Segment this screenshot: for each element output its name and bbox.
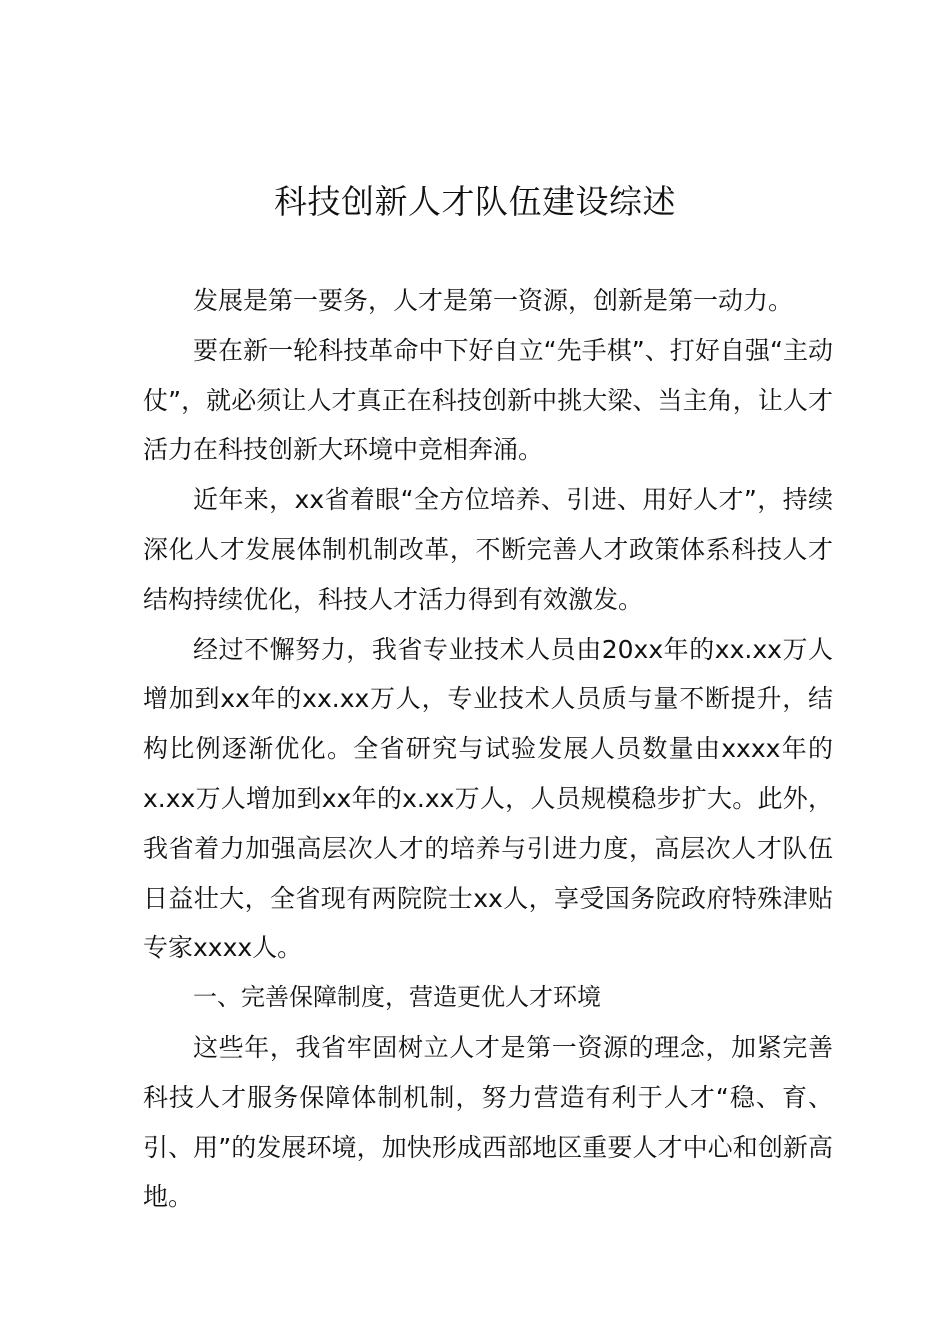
paragraph-recent-years: 近年来，xx省着眼“全方位培养、引进、用好人才”，持续深化人才发展体制机制改革，不断完善人才政策体系科技人才结构持续优化，科技人才活力得到有效激发。 [143, 485, 833, 614]
paragraph-innovation: 要在新一轮科技革命中下好自立“先手棋”、打好自强“主动仗”，就必须让人才真正在科技创新中挑大梁、当主角，让人才活力在科技创新大环境中竞相奔涌。 [143, 335, 833, 465]
section-paragraph: 这些年，我省牢固树立人才是第一资源的理念，加紧完善科技人才服务保障体制机制，努力营造有利于人才“稳、育、引、用”的发展环境，加快形成西部地区重要人才中心和创新高地。 [143, 1032, 833, 1212]
paragraph-intro: 发展是第一要务，人才是第一资源，创新是第一动力。 [193, 286, 794, 315]
paragraph-statistics: 经过不懈努力，我省专业技术人员由20xx年的xx.xx万人增加到xx年的xx.xx万人，专业技术人员质与量不断提升，结构比例逐渐优化。全省研究与试验发展人员数量由xxxx年的x.xx万人增加到xx年的x.xx万人，人员规模稳步扩大。此外，我省着力加强高层次人才的培养与引进力度，高层次人才队伍日益壮大，全省现有两院院士xx人，享受国务院政府特殊津贴专家xxxx人。 [143, 634, 833, 963]
section-heading: 一、完善保障制度，营造更优人才环境 [193, 983, 601, 1012]
document-body [143, 276, 833, 1222]
document-title: 科技创新人才队伍建设综述 [274, 182, 676, 221]
